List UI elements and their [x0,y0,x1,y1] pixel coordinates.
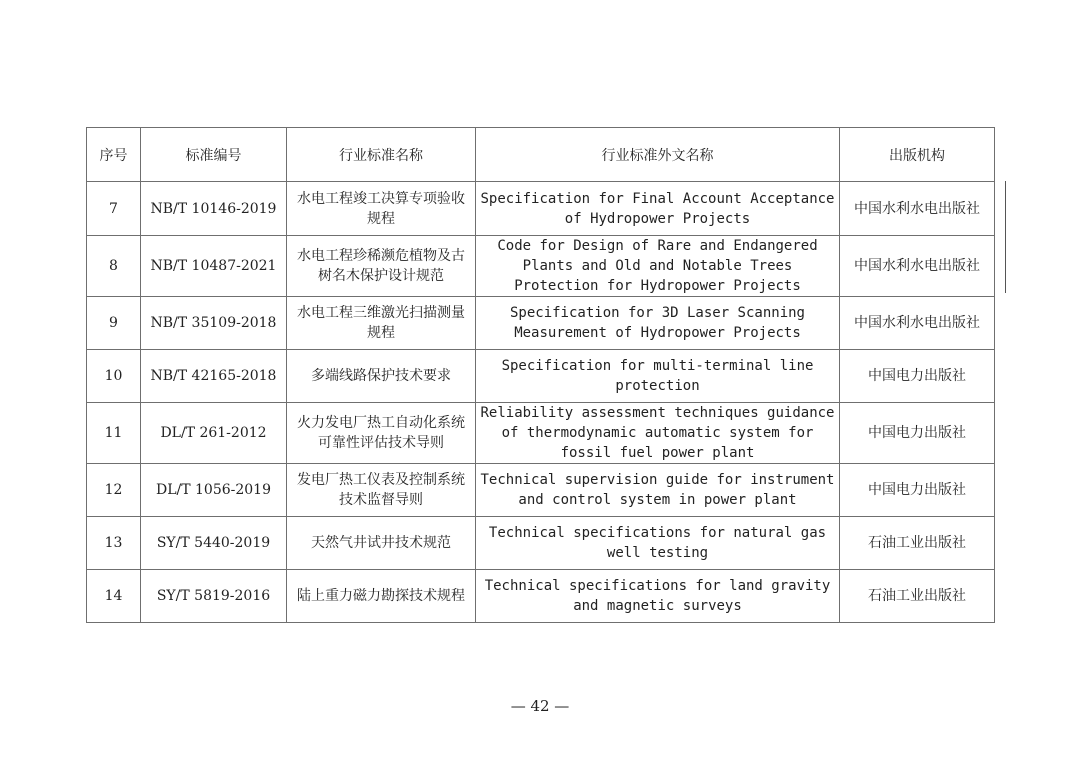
cell-code: NB/T 35109-2018 [141,297,287,350]
cell-foreign-name: Reliability assessment techniques guidance of thermodynamic automatic system for fossil fuel power plant [476,403,840,464]
cell-code: NB/T 10146-2019 [141,182,287,236]
cell-code: DL/T 261-2012 [141,403,287,464]
cell-code: DL/T 1056-2019 [141,464,287,517]
cell-seq: 8 [87,236,141,297]
cell-publisher: 中国电力出版社 [840,464,995,517]
table-row [87,517,995,570]
cell-seq: 10 [87,350,141,403]
cell-name: 水电工程竣工决算专项验收规程 [287,182,476,236]
cell-seq: 7 [87,182,141,236]
cell-name: 火力发电厂热工自动化系统可靠性评估技术导则 [287,403,476,464]
table-row [87,236,995,297]
table-row [87,570,995,623]
header-foreign-name: 行业标准外文名称 [476,128,840,182]
cell-foreign-name: Technical specifications for natural gas well testing [476,517,840,570]
cell-publisher: 中国水利水电出版社 [840,236,995,297]
cell-seq: 12 [87,464,141,517]
cell-name: 发电厂热工仪表及控制系统技术监督导则 [287,464,476,517]
cell-seq: 13 [87,517,141,570]
cell-foreign-name: Technical specifications for land gravity and magnetic surveys [476,570,840,623]
cell-name: 天然气井试井技术规范 [287,517,476,570]
cell-code: SY/T 5440-2019 [141,517,287,570]
table-row [87,464,995,517]
cell-publisher: 石油工业出版社 [840,517,995,570]
cell-name: 多端线路保护技术要求 [287,350,476,403]
cell-foreign-name: Technical supervision guide for instrument and control system in power plant [476,464,840,517]
page-number: — 42 — [510,697,570,715]
header-name: 行业标准名称 [287,128,476,182]
header-publisher: 出版机构 [840,128,995,182]
cell-seq: 9 [87,297,141,350]
cell-foreign-name: Code for Design of Rare and Endangered Plants and Old and Notable Trees Protection for Hydropower Projects [476,236,840,297]
cell-code: NB/T 10487-2021 [141,236,287,297]
cell-seq: 11 [87,403,141,464]
cell-code: SY/T 5819-2016 [141,570,287,623]
cell-publisher: 中国电力出版社 [840,350,995,403]
standards-table [86,127,995,623]
cell-name: 水电工程珍稀濒危植物及古树名木保护设计规范 [287,236,476,297]
cell-seq: 14 [87,570,141,623]
table-header-row [87,128,995,182]
cell-publisher: 中国水利水电出版社 [840,297,995,350]
cell-publisher: 中国水利水电出版社 [840,182,995,236]
cell-name: 水电工程三维激光扫描测量规程 [287,297,476,350]
cell-publisher: 中国电力出版社 [840,403,995,464]
table-row [87,182,995,236]
table-row [87,297,995,350]
cell-code: NB/T 42165-2018 [141,350,287,403]
cell-foreign-name: Specification for 3D Laser Scanning Measurement of Hydropower Projects [476,297,840,350]
cell-foreign-name: Specification for multi-terminal line protection [476,350,840,403]
cell-foreign-name: Specification for Final Account Acceptance of Hydropower Projects [476,182,840,236]
cell-name: 陆上重力磁力勘探技术规程 [287,570,476,623]
cell-publisher: 石油工业出版社 [840,570,995,623]
table-row [87,350,995,403]
table-row [87,403,995,464]
header-code: 标准编号 [141,128,287,182]
header-seq: 序号 [87,128,141,182]
margin-rule [1005,181,1006,293]
